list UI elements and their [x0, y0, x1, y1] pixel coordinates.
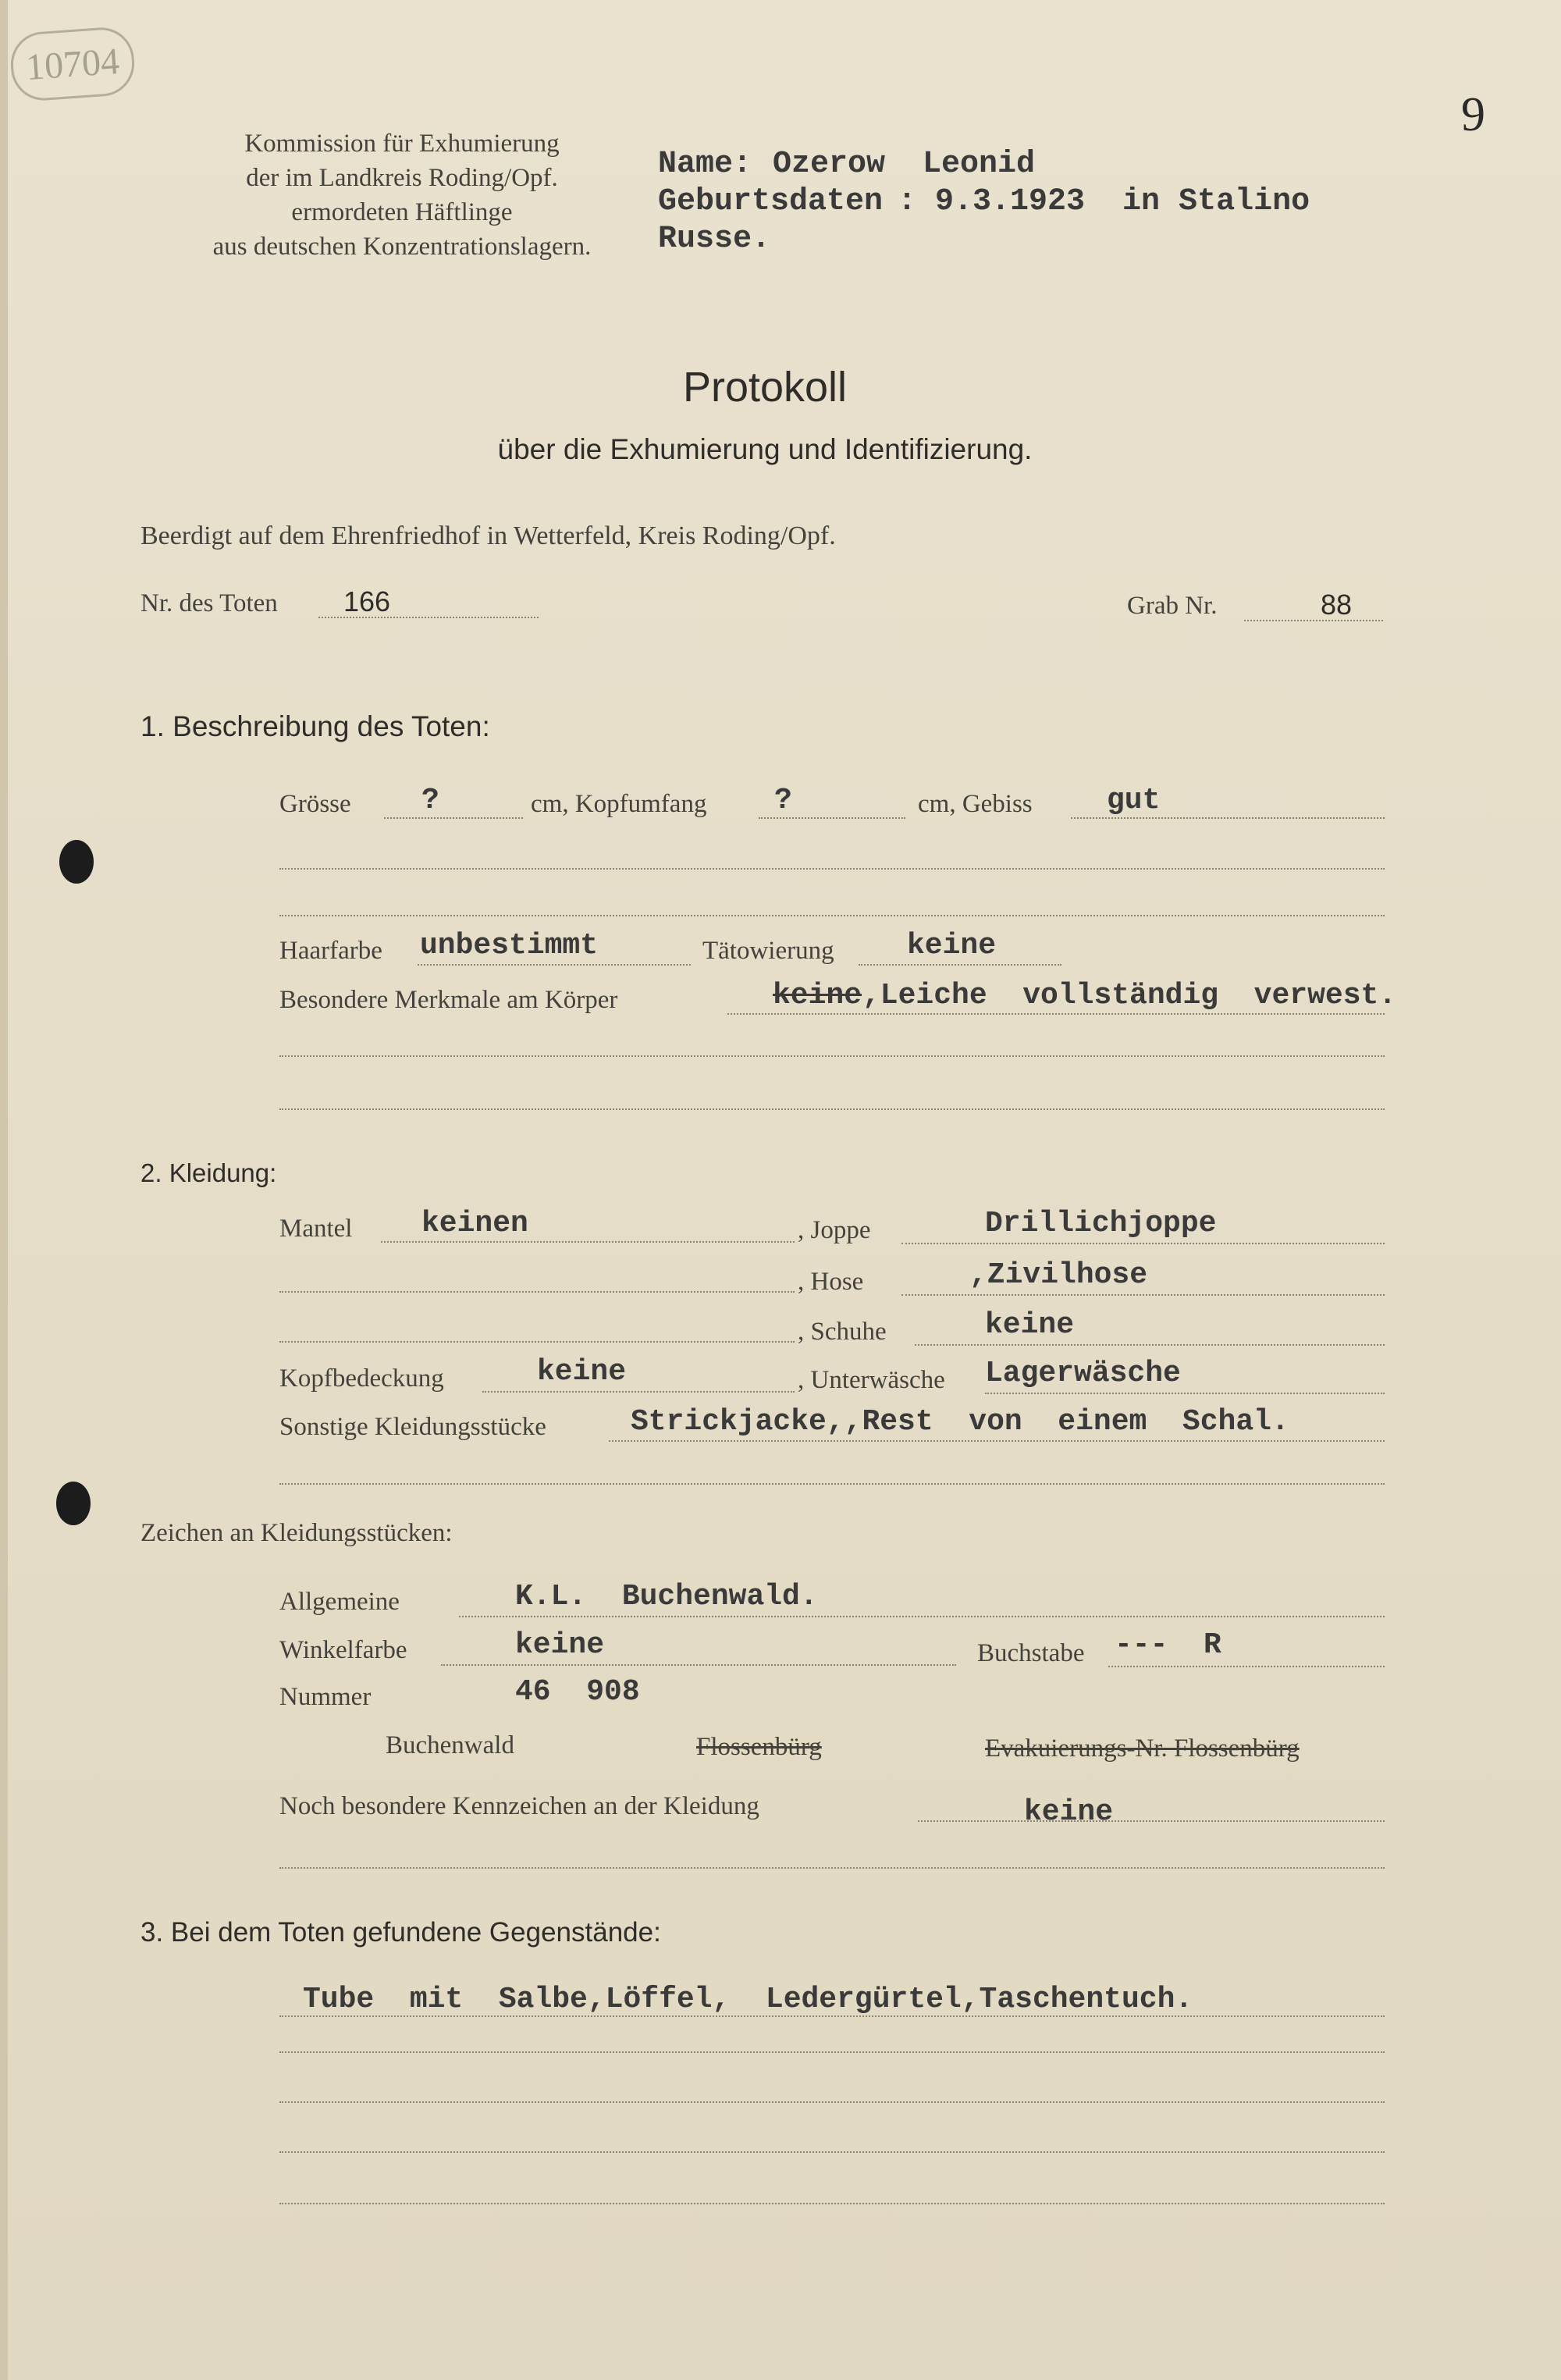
- shoes-label: , Schuhe: [798, 1318, 887, 1346]
- birth-value: : 9.3.1923 in Stalino: [898, 184, 1310, 219]
- dead-no-label: Nr. des Toten: [140, 589, 278, 617]
- section1-heading: 1. Beschreibung des Toten:: [140, 710, 490, 742]
- head-line: [759, 817, 905, 819]
- commission-block: [148, 126, 656, 264]
- page-subtitle: über die Exhumierung und Identifizierung.: [497, 433, 1033, 465]
- tattoo-label: Tätowierung: [702, 937, 834, 965]
- burial-text: Beerdigt auf dem Ehrenfriedhof in Wetterfeld, Kreis Roding/Opf.: [140, 521, 836, 550]
- underwear-value: Lagerwäsche: [985, 1357, 1181, 1390]
- nationality: Russe.: [658, 222, 771, 257]
- other-clothing-line: [609, 1440, 1385, 1442]
- blank-line: [279, 1055, 1385, 1057]
- name-value: Ozerow Leonid: [773, 147, 1036, 182]
- height-label: Grösse: [279, 790, 351, 818]
- tattoo-value: keine: [907, 929, 997, 962]
- dead-no-value: 166: [343, 585, 391, 617]
- blank-line: [279, 868, 1385, 870]
- height-value: ?: [421, 784, 439, 817]
- marks-body-label: Besondere Merkmale am Körper: [279, 986, 618, 1014]
- hair-label: Haarfarbe: [279, 937, 382, 965]
- hair-line: [418, 964, 691, 966]
- coat-value: keinen: [421, 1207, 528, 1240]
- other-marks-line: [918, 1820, 1385, 1822]
- jacket-label: , Joppe: [798, 1216, 871, 1244]
- trousers-label: , Hose: [798, 1268, 864, 1296]
- hair-value: unbestimmt: [420, 929, 599, 962]
- blank-line: [279, 1291, 795, 1293]
- teeth-line: [1071, 817, 1385, 819]
- found-items-value: Tube mit Salbe,Löffel, Ledergürtel,Taschentuch.: [303, 1983, 1193, 2016]
- letter-label: Buchstabe: [977, 1639, 1085, 1667]
- birth-label: Geburtsdaten: [658, 184, 884, 219]
- blank-line: [279, 2203, 1385, 2204]
- commission-line: der im Landkreis Roding/Opf.: [246, 164, 558, 192]
- teeth-value: gut: [1107, 784, 1161, 817]
- number-label: Nummer: [279, 1683, 372, 1711]
- blank-line: [279, 1108, 1385, 1110]
- other-marks-value: keine: [1024, 1795, 1114, 1829]
- underwear-line: [985, 1393, 1385, 1394]
- grave-no-value: 88: [1321, 589, 1353, 621]
- paper-edge: [0, 0, 8, 2380]
- marks-body-struck: keine: [773, 979, 862, 1012]
- general-marks-label: Allgemeine: [279, 1588, 400, 1616]
- grave-no-line: [1244, 620, 1383, 621]
- section3-heading: 3. Bei dem Toten gefundene Gegenstände:: [140, 1917, 661, 1948]
- marks-heading: Zeichen an Kleidungsstücken:: [140, 1519, 453, 1547]
- coat-line: [381, 1241, 795, 1243]
- blank-line: [279, 1867, 1385, 1869]
- letter-value: --- R: [1115, 1628, 1221, 1662]
- height-line: [384, 817, 523, 819]
- cm-teeth-label: cm, Gebiss: [918, 790, 1033, 818]
- commission-line: aus deutschen Konzentrationslagern.: [212, 233, 592, 261]
- general-marks-value: K.L. Buchenwald.: [515, 1580, 818, 1613]
- angle-color-line: [441, 1664, 956, 1666]
- shoes-line: [915, 1344, 1385, 1346]
- cm-head-label: cm, Kopfumfang: [531, 790, 707, 818]
- underwear-label: , Unterwäsche: [798, 1366, 945, 1394]
- marks-body-value: ,Leiche vollständig verwest.: [862, 979, 1397, 1012]
- general-marks-line: [459, 1616, 1385, 1617]
- col-flossenburg: Flossenbürg: [696, 1733, 822, 1761]
- headwear-line: [482, 1391, 795, 1393]
- angle-color-label: Winkelfarbe: [279, 1636, 407, 1664]
- blank-line: [279, 2101, 1385, 2103]
- archive-stamp: 10704: [9, 26, 137, 103]
- col-evacuation: Evakuierungs-Nr. Flossenbürg: [985, 1734, 1300, 1763]
- blank-line: [279, 915, 1385, 916]
- jacket-value: Drillichjoppe: [985, 1207, 1217, 1240]
- jacket-line: [901, 1243, 1385, 1244]
- tattoo-line: [859, 964, 1061, 966]
- blank-line: [279, 2051, 1385, 2053]
- trousers-value: ,Zivilhose: [969, 1258, 1148, 1292]
- name-label: Name:: [658, 147, 752, 182]
- head-value: ?: [774, 784, 792, 817]
- headwear-value: keine: [537, 1355, 627, 1389]
- letter-line: [1108, 1666, 1385, 1667]
- grave-no-label: Grab Nr.: [1127, 592, 1218, 620]
- commission-line: ermordeten Häftlinge: [291, 198, 513, 226]
- page-number: 9: [1461, 88, 1485, 141]
- coat-label: Mantel: [279, 1215, 353, 1243]
- commission-line: Kommission für Exhumierung: [244, 130, 560, 158]
- blank-line: [279, 1483, 1385, 1485]
- headwear-label: Kopfbedeckung: [279, 1364, 444, 1393]
- section2-heading: 2. Kleidung:: [140, 1158, 277, 1187]
- blank-line: [279, 1341, 795, 1343]
- other-clothing-value: Strickjacke,,Rest von einem Schal.: [631, 1405, 1289, 1439]
- shoes-value: keine: [985, 1308, 1075, 1342]
- punch-hole-bottom: [56, 1482, 91, 1525]
- page-title: Protokoll: [682, 364, 848, 411]
- col-buchenwald: Buchenwald: [386, 1731, 514, 1759]
- other-marks-label: Noch besondere Kennzeichen an der Kleidung: [279, 1792, 759, 1820]
- trousers-line: [901, 1294, 1385, 1296]
- angle-color-value: keine: [515, 1628, 605, 1662]
- punch-hole-top: [59, 840, 94, 884]
- marks-body-line: [727, 1013, 1385, 1015]
- other-clothing-label: Sonstige Kleidungsstücke: [279, 1413, 546, 1441]
- blank-line: [279, 2151, 1385, 2153]
- number-value: 46 908: [515, 1675, 640, 1709]
